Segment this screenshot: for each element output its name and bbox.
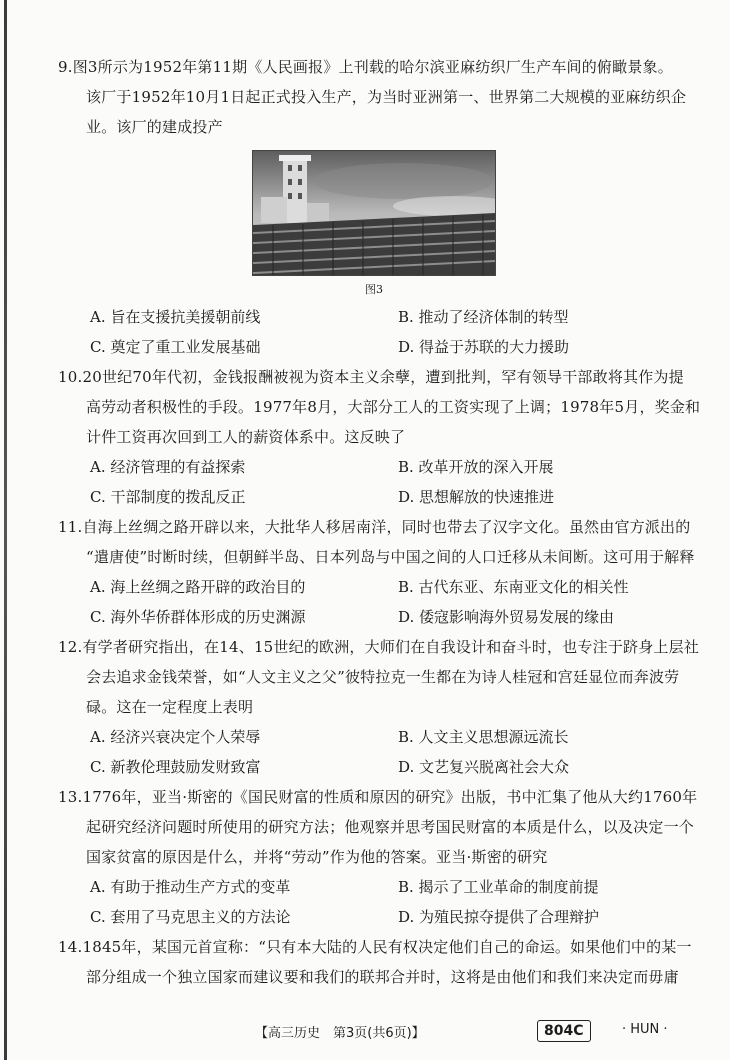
question-text-line: 计件工资再次回到工人的薪资体系中。这反映了 [86,428,406,446]
options-row [58,902,690,932]
option-b[interactable]: B. 推动了经济体制的转型 [398,308,569,326]
option-b[interactable]: B. 揭示了工业革命的制度前提 [398,878,599,896]
exam-page [58,52,701,992]
options-row [58,872,690,902]
option-a[interactable]: A. 海上丝绸之路开辟的政治目的 [90,578,306,596]
option-b[interactable]: B. 改革开放的深入开展 [398,458,554,476]
question-text-line: 12.有学者研究指出，在14、15世纪的欧洲，大师们在自我设计和奋斗时，也专注于跻身上层社 [58,638,700,656]
options-row [58,572,690,602]
option-a[interactable]: A. 有助于推动生产方式的变革 [90,878,291,896]
question-text-line: 业。该厂的建成投产 [86,118,223,136]
footer-page-info: 【高三历史 第3页(共6页)】 [255,1026,425,1041]
options-row [58,482,690,512]
region-tag: · HUN · [622,1022,668,1037]
option-a[interactable]: A. 旨在支援抗美援朝前线 [90,308,261,326]
option-d[interactable]: D. 为殖民掠夺提供了合理辩护 [398,908,600,926]
figure-caption: 图3 [365,283,383,296]
question-text-line: 11.自海上丝绸之路开辟以来，大批华人移居南洋，同时也带去了汉字文化。虽然由官方派出的 [58,518,691,536]
option-a[interactable]: A. 经济兴衰决定个人荣辱 [90,728,261,746]
option-c[interactable]: C. 套用了马克思主义的方法论 [90,908,291,926]
option-c[interactable]: C. 海外华侨群体形成的历史渊源 [90,608,306,626]
question-text-line: 碌。这在一定程度上表明 [86,698,254,716]
question-text-line: 10.20世纪70年代初，金钱报酬被视为资本主义余孽，遭到批判，罕有领导干部敢将其作为提 [58,368,684,386]
options-row [58,722,690,752]
option-d[interactable]: D. 思想解放的快速推进 [398,488,555,506]
option-b[interactable]: B. 人文主义思想源远流长 [398,728,569,746]
factory-photo-drawing [253,151,495,275]
question-text-line: “遣唐使”时断时续，但朝鲜半岛、日本列岛与中国之间的人口迁移从未间断。这可用于解释 [86,548,695,566]
scan-edge [4,0,7,1060]
question-text-line: 起研究经济问题时所使用的研究方法；他观察并思考国民财富的本质是什么，以及决定一个 [86,818,695,836]
option-d[interactable]: D. 得益于苏联的大力援助 [398,338,570,356]
options-row [58,302,690,332]
question-text-line: 14.1845年，某国元首宣称：“只有本大陆的人民有权决定他们自己的命运。如果他们中的某一 [58,938,692,956]
option-a[interactable]: A. 经济管理的有益探索 [90,458,246,476]
option-c[interactable]: C. 干部制度的拨乱反正 [90,488,246,506]
question-text-line: 高劳动者积极性的手段。1977年8月，大部分工人的工资实现了上调；1978年5月，奖金和 [86,398,701,416]
page-footer [0,1022,730,1044]
option-d[interactable]: D. 倭寇影响海外贸易发展的缘由 [398,608,615,626]
question-text-line: 该厂于1952年10月1日起正式投入生产，为当时亚洲第一、世界第二大规模的亚麻纺织企 [86,88,687,106]
option-c[interactable]: C. 新教伦理鼓励发财致富 [90,758,261,776]
paper-code: 804C [537,1020,591,1042]
question-text-line: 会去追求金钱荣誉，如“人文主义之父”彼特拉克一生都在为诗人桂冠和宫廷显位而奔波劳 [86,668,680,686]
question-text-line: 部分组成一个独立国家而建议要和我们的联邦合并时，这将是由他们和我们来决定而毋庸 [86,968,679,986]
option-d[interactable]: D. 文艺复兴脱离社会大众 [398,758,570,776]
figure-3 [58,150,690,298]
options-row [58,452,690,482]
question-10 [58,362,701,512]
option-b[interactable]: B. 古代东亚、东南亚文化的相关性 [398,578,629,596]
question-14 [58,932,690,992]
question-text-line: 国家贫富的原因是什么，并将“劳动”作为他的答案。亚当·斯密的研究 [86,848,548,866]
question-text-line: 9.图3所示为1952年第11期《人民画报》上刊载的哈尔滨亚麻纺织厂生产车间的俯瞰景象。 [58,58,673,76]
factory-photo [252,150,496,276]
option-c[interactable]: C. 奠定了重工业发展基础 [90,338,261,356]
question-text-line: 13.1776年，亚当·斯密的《国民财富的性质和原因的研究》出版，书中汇集了他从大约1760年 [58,788,698,806]
options-row [58,602,690,632]
question-11 [58,512,695,632]
question-12 [58,632,700,782]
question-9 [58,52,690,362]
options-row [58,332,690,362]
question-13 [58,782,698,932]
options-row [58,752,690,782]
